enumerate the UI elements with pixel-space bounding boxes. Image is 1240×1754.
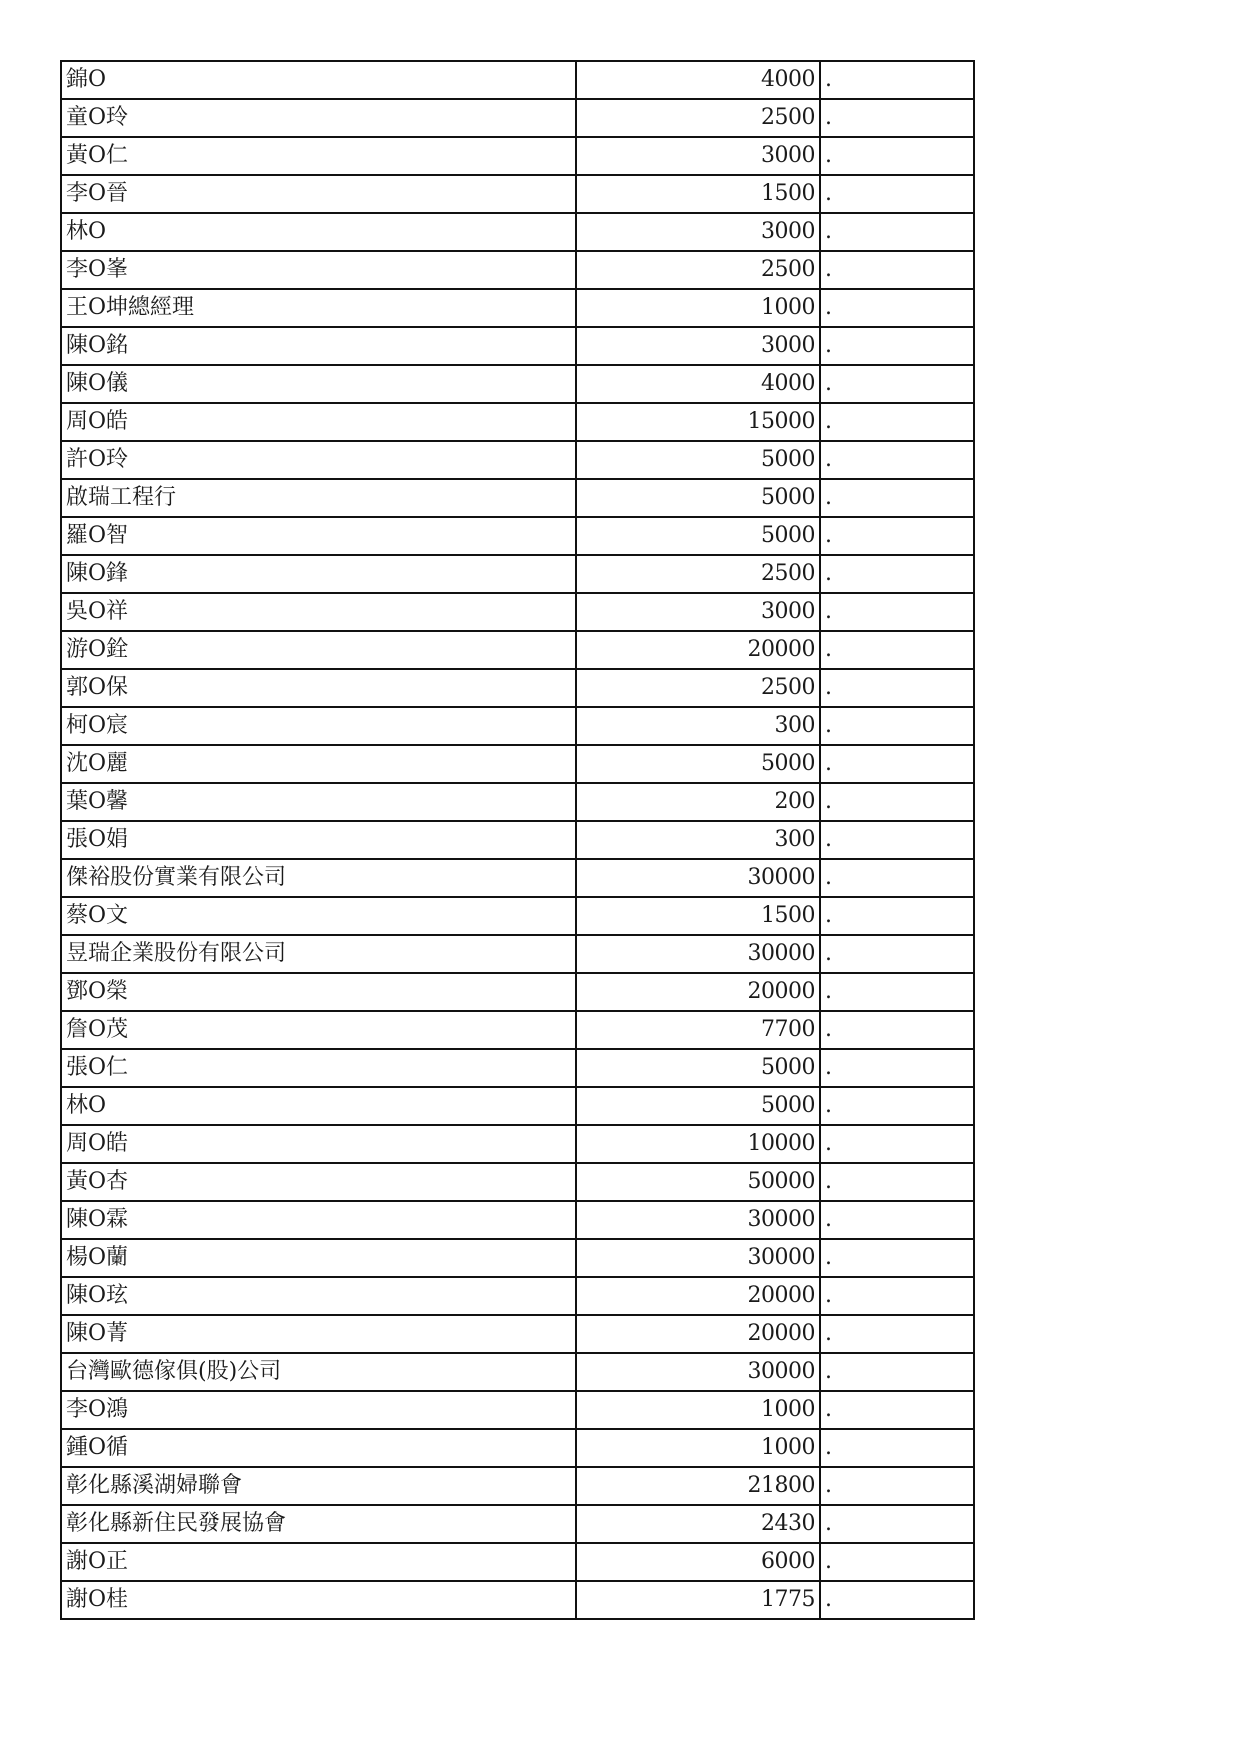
donation-amount-cell: 300 xyxy=(576,707,820,745)
donation-amount-cell: 5000 xyxy=(576,1049,820,1087)
note-cell: . xyxy=(820,327,974,365)
donation-amount-cell: 2500 xyxy=(576,669,820,707)
donor-name-cell: 謝O正 xyxy=(61,1543,576,1581)
donation-amount-cell: 10000 xyxy=(576,1125,820,1163)
table-row xyxy=(61,289,974,327)
note-cell: . xyxy=(820,631,974,669)
note-cell: . xyxy=(820,1049,974,1087)
donor-name-cell: 陳O鋒 xyxy=(61,555,576,593)
donation-amount-cell: 20000 xyxy=(576,973,820,1011)
note-cell: . xyxy=(820,1391,974,1429)
note-cell: . xyxy=(820,897,974,935)
donation-amount-cell: 1000 xyxy=(576,289,820,327)
donation-amount-cell: 30000 xyxy=(576,1353,820,1391)
donation-amount-cell: 50000 xyxy=(576,1163,820,1201)
note-cell: . xyxy=(820,1467,974,1505)
table-row xyxy=(61,251,974,289)
note-cell: . xyxy=(820,1543,974,1581)
table-row xyxy=(61,1391,974,1429)
note-cell: . xyxy=(820,1315,974,1353)
donor-name-cell: 陳O菁 xyxy=(61,1315,576,1353)
donor-name-cell: 台灣歐德傢俱(股)公司 xyxy=(61,1353,576,1391)
donation-amount-cell: 2500 xyxy=(576,251,820,289)
table-row xyxy=(61,1049,974,1087)
donation-amount-cell: 1500 xyxy=(576,897,820,935)
donation-amount-cell: 3000 xyxy=(576,213,820,251)
donor-name-cell: 昱瑞企業股份有限公司 xyxy=(61,935,576,973)
table-row xyxy=(61,973,974,1011)
donation-amount-cell: 200 xyxy=(576,783,820,821)
note-cell: . xyxy=(820,99,974,137)
note-cell: . xyxy=(820,935,974,973)
donor-name-cell: 詹O茂 xyxy=(61,1011,576,1049)
table-row xyxy=(61,1163,974,1201)
table-row xyxy=(61,1125,974,1163)
table-row xyxy=(61,1429,974,1467)
table-row xyxy=(61,631,974,669)
donor-name-cell: 啟瑞工程行 xyxy=(61,479,576,517)
note-cell: . xyxy=(820,859,974,897)
donation-amount-cell: 15000 xyxy=(576,403,820,441)
donor-name-cell: 鍾O循 xyxy=(61,1429,576,1467)
donation-amount-cell: 2430 xyxy=(576,1505,820,1543)
note-cell: . xyxy=(820,479,974,517)
donation-amount-cell: 4000 xyxy=(576,365,820,403)
donor-name-cell: 沈O麗 xyxy=(61,745,576,783)
donor-name-cell: 吳O祥 xyxy=(61,593,576,631)
donor-name-cell: 林O xyxy=(61,1087,576,1125)
donation-amount-cell: 5000 xyxy=(576,1087,820,1125)
table-row xyxy=(61,707,974,745)
table-row xyxy=(61,1581,974,1619)
table-row xyxy=(61,593,974,631)
table-row xyxy=(61,1239,974,1277)
donor-name-cell: 黃O仁 xyxy=(61,137,576,175)
donor-name-cell: 黃O杏 xyxy=(61,1163,576,1201)
donor-name-cell: 葉O馨 xyxy=(61,783,576,821)
note-cell: . xyxy=(820,1011,974,1049)
donor-name-cell: 李O鴻 xyxy=(61,1391,576,1429)
table-row xyxy=(61,137,974,175)
note-cell: . xyxy=(820,1163,974,1201)
donation-amount-cell: 21800 xyxy=(576,1467,820,1505)
donation-amount-cell: 30000 xyxy=(576,1201,820,1239)
donation-amount-cell: 1000 xyxy=(576,1391,820,1429)
table-row xyxy=(61,859,974,897)
table-row xyxy=(61,327,974,365)
donor-name-cell: 謝O桂 xyxy=(61,1581,576,1619)
note-cell: . xyxy=(820,593,974,631)
table-row xyxy=(61,935,974,973)
donation-amount-cell: 300 xyxy=(576,821,820,859)
donor-name-cell: 楊O蘭 xyxy=(61,1239,576,1277)
note-cell: . xyxy=(820,1429,974,1467)
table-row xyxy=(61,821,974,859)
table-row xyxy=(61,1353,974,1391)
table-row xyxy=(61,1277,974,1315)
donor-name-cell: 李O晉 xyxy=(61,175,576,213)
note-cell: . xyxy=(820,213,974,251)
table-row xyxy=(61,669,974,707)
donor-name-cell: 陳O霖 xyxy=(61,1201,576,1239)
donor-name-cell: 彰化縣新住民發展協會 xyxy=(61,1505,576,1543)
table-row xyxy=(61,897,974,935)
donation-amount-cell: 4000 xyxy=(576,61,820,99)
note-cell: . xyxy=(820,137,974,175)
donation-amount-cell: 1775 xyxy=(576,1581,820,1619)
table-row xyxy=(61,1505,974,1543)
note-cell: . xyxy=(820,441,974,479)
donation-amount-cell: 5000 xyxy=(576,745,820,783)
table-body xyxy=(61,61,974,1619)
donation-amount-cell: 3000 xyxy=(576,327,820,365)
table-row xyxy=(61,61,974,99)
donation-amount-cell: 20000 xyxy=(576,631,820,669)
note-cell: . xyxy=(820,517,974,555)
donation-amount-cell: 5000 xyxy=(576,479,820,517)
note-cell: . xyxy=(820,365,974,403)
note-cell: . xyxy=(820,61,974,99)
donation-amount-cell: 20000 xyxy=(576,1315,820,1353)
table-row xyxy=(61,1467,974,1505)
donor-name-cell: 張O娟 xyxy=(61,821,576,859)
donor-name-cell: 蔡O文 xyxy=(61,897,576,935)
note-cell: . xyxy=(820,403,974,441)
donor-name-cell: 周O皓 xyxy=(61,1125,576,1163)
donor-name-cell: 郭O保 xyxy=(61,669,576,707)
table-row xyxy=(61,1543,974,1581)
donor-name-cell: 陳O儀 xyxy=(61,365,576,403)
donor-name-cell: 李O峯 xyxy=(61,251,576,289)
donor-name-cell: 張O仁 xyxy=(61,1049,576,1087)
note-cell: . xyxy=(820,1125,974,1163)
donation-amount-cell: 6000 xyxy=(576,1543,820,1581)
note-cell: . xyxy=(820,973,974,1011)
donor-name-cell: 鄧O榮 xyxy=(61,973,576,1011)
note-cell: . xyxy=(820,783,974,821)
note-cell: . xyxy=(820,289,974,327)
donor-name-cell: 王O坤總經理 xyxy=(61,289,576,327)
table-row xyxy=(61,479,974,517)
donor-name-cell: 彰化縣溪湖婦聯會 xyxy=(61,1467,576,1505)
note-cell: . xyxy=(820,1353,974,1391)
table-row xyxy=(61,213,974,251)
note-cell: . xyxy=(820,251,974,289)
donor-name-cell: 羅O智 xyxy=(61,517,576,555)
table-row xyxy=(61,1011,974,1049)
note-cell: . xyxy=(820,745,974,783)
donor-name-cell: 許O玲 xyxy=(61,441,576,479)
note-cell: . xyxy=(820,821,974,859)
table-row xyxy=(61,555,974,593)
table-row xyxy=(61,1087,974,1125)
donation-amount-cell: 20000 xyxy=(576,1277,820,1315)
donation-amount-cell: 5000 xyxy=(576,517,820,555)
table-row xyxy=(61,175,974,213)
donor-name-cell: 陳O玹 xyxy=(61,1277,576,1315)
donation-amount-cell: 3000 xyxy=(576,137,820,175)
donor-name-cell: 柯O宸 xyxy=(61,707,576,745)
donation-amount-cell: 1500 xyxy=(576,175,820,213)
donor-name-cell: 游O銓 xyxy=(61,631,576,669)
note-cell: . xyxy=(820,175,974,213)
donor-name-cell: 林O xyxy=(61,213,576,251)
donor-name-cell: 周O皓 xyxy=(61,403,576,441)
donation-amount-cell: 2500 xyxy=(576,555,820,593)
table-row xyxy=(61,1315,974,1353)
table-row xyxy=(61,1201,974,1239)
donation-amount-cell: 30000 xyxy=(576,935,820,973)
donor-name-cell: 童O玲 xyxy=(61,99,576,137)
table-row xyxy=(61,783,974,821)
note-cell: . xyxy=(820,707,974,745)
donation-amount-cell: 3000 xyxy=(576,593,820,631)
donation-table xyxy=(60,60,975,1620)
note-cell: . xyxy=(820,1239,974,1277)
note-cell: . xyxy=(820,1277,974,1315)
donation-amount-cell: 2500 xyxy=(576,99,820,137)
donation-amount-cell: 30000 xyxy=(576,859,820,897)
note-cell: . xyxy=(820,669,974,707)
note-cell: . xyxy=(820,1581,974,1619)
table-row xyxy=(61,745,974,783)
note-cell: . xyxy=(820,1087,974,1125)
donation-amount-cell: 5000 xyxy=(576,441,820,479)
donor-name-cell: 傑裕股份實業有限公司 xyxy=(61,859,576,897)
note-cell: . xyxy=(820,1201,974,1239)
donation-amount-cell: 1000 xyxy=(576,1429,820,1467)
note-cell: . xyxy=(820,1505,974,1543)
donation-amount-cell: 30000 xyxy=(576,1239,820,1277)
table-row xyxy=(61,517,974,555)
donor-name-cell: 錦O xyxy=(61,61,576,99)
donation-amount-cell: 7700 xyxy=(576,1011,820,1049)
table-row xyxy=(61,99,974,137)
table-row xyxy=(61,441,974,479)
note-cell: . xyxy=(820,555,974,593)
donor-name-cell: 陳O銘 xyxy=(61,327,576,365)
table-row xyxy=(61,403,974,441)
table-row xyxy=(61,365,974,403)
